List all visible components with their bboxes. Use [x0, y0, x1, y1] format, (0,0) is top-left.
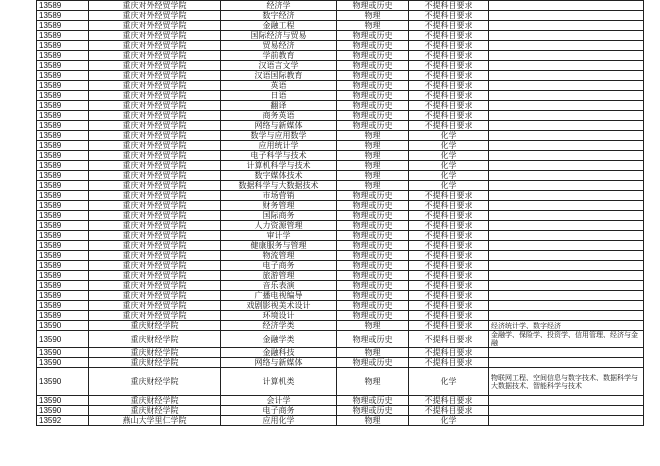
- table-row: [37, 171, 644, 181]
- first-subject-cell: 物理或历史: [337, 71, 409, 81]
- first-subject-cell: 物理: [337, 416, 409, 426]
- school-name-cell: 重庆对外经贸学院: [89, 281, 221, 291]
- institution-code-cell: 13589: [37, 1, 89, 11]
- major-name-cell: 广播电视编导: [221, 291, 337, 301]
- included-majors-cell: [489, 21, 644, 31]
- included-majors-cell: [489, 311, 644, 321]
- table-row: [37, 406, 644, 416]
- institution-code-cell: 13589: [37, 11, 89, 21]
- institution-code-cell: 13590: [37, 368, 89, 396]
- school-name-cell: 重庆对外经贸学院: [89, 291, 221, 301]
- institution-code-cell: 13589: [37, 251, 89, 261]
- first-subject-cell: 物理或历史: [337, 91, 409, 101]
- school-name-cell: 重庆对外经贸学院: [89, 31, 221, 41]
- included-majors-cell: [489, 51, 644, 61]
- institution-code-cell: 13590: [37, 358, 89, 368]
- second-subject-cell: 不提科目要求: [409, 51, 489, 61]
- school-name-cell: 重庆对外经贸学院: [89, 211, 221, 221]
- included-majors-cell: [489, 111, 644, 121]
- included-majors-cell: [489, 81, 644, 91]
- second-subject-cell: 不提科目要求: [409, 231, 489, 241]
- included-majors-cell: [489, 121, 644, 131]
- major-name-cell: 物流管理: [221, 251, 337, 261]
- table-row: [37, 101, 644, 111]
- table-row: [37, 41, 644, 51]
- first-subject-cell: 物理或历史: [337, 41, 409, 51]
- table-row: [37, 181, 644, 191]
- second-subject-cell: 化学: [409, 141, 489, 151]
- institution-code-cell: 13589: [37, 101, 89, 111]
- major-name-cell: 会计学: [221, 396, 337, 406]
- table-row: [37, 291, 644, 301]
- institution-code-cell: 13589: [37, 31, 89, 41]
- major-name-cell: 财务管理: [221, 201, 337, 211]
- second-subject-cell: 不提科目要求: [409, 221, 489, 231]
- major-name-cell: 汉语言文学: [221, 61, 337, 71]
- table-row: [37, 131, 644, 141]
- second-subject-cell: 化学: [409, 416, 489, 426]
- table-row: [37, 151, 644, 161]
- included-majors-cell: 经济统计学、数字经济: [489, 321, 644, 331]
- first-subject-cell: 物理: [337, 11, 409, 21]
- first-subject-cell: 物理: [337, 21, 409, 31]
- major-name-cell: 商务英语: [221, 111, 337, 121]
- institution-code-cell: 13589: [37, 261, 89, 271]
- major-name-cell: 英语: [221, 81, 337, 91]
- second-subject-cell: 不提科目要求: [409, 251, 489, 261]
- major-name-cell: 数字经济: [221, 11, 337, 21]
- school-name-cell: 重庆对外经贸学院: [89, 261, 221, 271]
- second-subject-cell: 不提科目要求: [409, 101, 489, 111]
- institution-code-cell: 13589: [37, 231, 89, 241]
- school-name-cell: 重庆财经学院: [89, 348, 221, 358]
- second-subject-cell: 不提科目要求: [409, 358, 489, 368]
- institution-code-cell: 13589: [37, 191, 89, 201]
- major-name-cell: 日语: [221, 91, 337, 101]
- included-majors-cell: [489, 251, 644, 261]
- school-name-cell: 重庆对外经贸学院: [89, 221, 221, 231]
- table-row: [37, 141, 644, 151]
- school-name-cell: 重庆对外经贸学院: [89, 101, 221, 111]
- included-majors-cell: [489, 241, 644, 251]
- second-subject-cell: 不提科目要求: [409, 396, 489, 406]
- first-subject-cell: 物理: [337, 368, 409, 396]
- first-subject-cell: 物理或历史: [337, 281, 409, 291]
- included-majors-cell: [489, 41, 644, 51]
- first-subject-cell: 物理或历史: [337, 61, 409, 71]
- first-subject-cell: 物理或历史: [337, 31, 409, 41]
- institution-code-cell: 13590: [37, 321, 89, 331]
- school-name-cell: 重庆对外经贸学院: [89, 21, 221, 31]
- institution-code-cell: 13589: [37, 311, 89, 321]
- second-subject-cell: 不提科目要求: [409, 111, 489, 121]
- major-name-cell: 数学与应用数学: [221, 131, 337, 141]
- first-subject-cell: 物理或历史: [337, 201, 409, 211]
- second-subject-cell: 不提科目要求: [409, 241, 489, 251]
- included-majors-cell: [489, 416, 644, 426]
- school-name-cell: 重庆对外经贸学院: [89, 201, 221, 211]
- school-name-cell: 重庆对外经贸学院: [89, 251, 221, 261]
- second-subject-cell: 不提科目要求: [409, 211, 489, 221]
- table-row: [37, 161, 644, 171]
- included-majors-cell: [489, 348, 644, 358]
- first-subject-cell: 物理: [337, 348, 409, 358]
- included-majors-cell: [489, 191, 644, 201]
- first-subject-cell: 物理: [337, 141, 409, 151]
- included-majors-cell: [489, 151, 644, 161]
- included-majors-cell: [489, 161, 644, 171]
- table-row: [37, 311, 644, 321]
- school-name-cell: 重庆对外经贸学院: [89, 311, 221, 321]
- second-subject-cell: 化学: [409, 181, 489, 191]
- second-subject-cell: 不提科目要求: [409, 406, 489, 416]
- institution-code-cell: 13589: [37, 41, 89, 51]
- major-name-cell: 电子商务: [221, 406, 337, 416]
- institution-code-cell: 13589: [37, 111, 89, 121]
- school-name-cell: 重庆对外经贸学院: [89, 161, 221, 171]
- first-subject-cell: 物理或历史: [337, 81, 409, 91]
- first-subject-cell: 物理: [337, 181, 409, 191]
- institution-code-cell: 13589: [37, 181, 89, 191]
- school-name-cell: 重庆对外经贸学院: [89, 191, 221, 201]
- first-subject-cell: 物理或历史: [337, 231, 409, 241]
- institution-code-cell: 13589: [37, 281, 89, 291]
- table-row: [37, 396, 644, 406]
- school-name-cell: 重庆对外经贸学院: [89, 171, 221, 181]
- second-subject-cell: 不提科目要求: [409, 331, 489, 348]
- school-name-cell: 重庆财经学院: [89, 358, 221, 368]
- institution-code-cell: 13589: [37, 201, 89, 211]
- institution-code-cell: 13589: [37, 141, 89, 151]
- major-name-cell: 汉语国际教育: [221, 71, 337, 81]
- table-row: [37, 191, 644, 201]
- table-row: [37, 241, 644, 251]
- major-name-cell: 环境设计: [221, 311, 337, 321]
- school-name-cell: 重庆财经学院: [89, 331, 221, 348]
- second-subject-cell: 不提科目要求: [409, 311, 489, 321]
- second-subject-cell: 不提科目要求: [409, 41, 489, 51]
- second-subject-cell: 不提科目要求: [409, 271, 489, 281]
- table-row: [37, 321, 644, 331]
- first-subject-cell: 物理或历史: [337, 241, 409, 251]
- major-name-cell: 电子科学与技术: [221, 151, 337, 161]
- included-majors-cell: [489, 131, 644, 141]
- institution-code-cell: 13590: [37, 396, 89, 406]
- included-majors-cell: [489, 211, 644, 221]
- second-subject-cell: 不提科目要求: [409, 61, 489, 71]
- institution-code-cell: 13589: [37, 121, 89, 131]
- table-row: [37, 1, 644, 11]
- school-name-cell: 重庆对外经贸学院: [89, 1, 221, 11]
- included-majors-cell: [489, 61, 644, 71]
- included-majors-cell: [489, 201, 644, 211]
- major-name-cell: 电子商务: [221, 261, 337, 271]
- second-subject-cell: 不提科目要求: [409, 1, 489, 11]
- table-row: [37, 111, 644, 121]
- included-majors-cell: [489, 171, 644, 181]
- major-name-cell: 音乐表演: [221, 281, 337, 291]
- major-name-cell: 网络与新媒体: [221, 121, 337, 131]
- first-subject-cell: 物理或历史: [337, 271, 409, 281]
- second-subject-cell: 不提科目要求: [409, 291, 489, 301]
- school-name-cell: 重庆对外经贸学院: [89, 131, 221, 141]
- second-subject-cell: 不提科目要求: [409, 11, 489, 21]
- included-majors-cell: [489, 1, 644, 11]
- included-majors-cell: [489, 71, 644, 81]
- first-subject-cell: 物理或历史: [337, 331, 409, 348]
- included-majors-cell: [489, 91, 644, 101]
- institution-code-cell: 13589: [37, 221, 89, 231]
- second-subject-cell: 不提科目要求: [409, 261, 489, 271]
- major-name-cell: 应用化学: [221, 416, 337, 426]
- major-name-cell: 市场营销: [221, 191, 337, 201]
- institution-code-cell: 13589: [37, 161, 89, 171]
- included-majors-cell: [489, 31, 644, 41]
- institution-code-cell: 13589: [37, 61, 89, 71]
- institution-code-cell: 13589: [37, 301, 89, 311]
- school-name-cell: 重庆对外经贸学院: [89, 151, 221, 161]
- school-name-cell: 重庆对外经贸学院: [89, 121, 221, 131]
- table-row: [37, 201, 644, 211]
- school-name-cell: 重庆对外经贸学院: [89, 271, 221, 281]
- included-majors-cell: [489, 11, 644, 21]
- school-name-cell: 重庆对外经贸学院: [89, 231, 221, 241]
- major-name-cell: 金融科技: [221, 348, 337, 358]
- institution-code-cell: 13590: [37, 406, 89, 416]
- table-row: [37, 301, 644, 311]
- school-name-cell: 重庆财经学院: [89, 321, 221, 331]
- first-subject-cell: 物理或历史: [337, 111, 409, 121]
- major-name-cell: 金融工程: [221, 21, 337, 31]
- major-name-cell: 数据科学与大数据技术: [221, 181, 337, 191]
- major-name-cell: 戏剧影视美术设计: [221, 301, 337, 311]
- major-name-cell: 国际经济与贸易: [221, 31, 337, 41]
- first-subject-cell: 物理或历史: [337, 101, 409, 111]
- major-name-cell: 旅游管理: [221, 271, 337, 281]
- school-name-cell: 重庆财经学院: [89, 368, 221, 396]
- major-name-cell: 经济学: [221, 1, 337, 11]
- first-subject-cell: 物理或历史: [337, 261, 409, 271]
- table-row: [37, 211, 644, 221]
- second-subject-cell: 不提科目要求: [409, 21, 489, 31]
- first-subject-cell: 物理或历史: [337, 191, 409, 201]
- first-subject-cell: 物理或历史: [337, 396, 409, 406]
- first-subject-cell: 物理或历史: [337, 301, 409, 311]
- first-subject-cell: 物理或历史: [337, 406, 409, 416]
- second-subject-cell: 不提科目要求: [409, 201, 489, 211]
- table-row: [37, 91, 644, 101]
- major-name-cell: 国际商务: [221, 211, 337, 221]
- institution-code-cell: 13589: [37, 81, 89, 91]
- institution-code-cell: 13590: [37, 331, 89, 348]
- table-row: [37, 121, 644, 131]
- included-majors-cell: [489, 261, 644, 271]
- institution-code-cell: 13589: [37, 211, 89, 221]
- table-row: [37, 21, 644, 31]
- first-subject-cell: 物理或历史: [337, 211, 409, 221]
- table-row: [37, 81, 644, 91]
- school-name-cell: 重庆对外经贸学院: [89, 11, 221, 21]
- first-subject-cell: 物理: [337, 131, 409, 141]
- school-name-cell: 重庆对外经贸学院: [89, 141, 221, 151]
- school-name-cell: 重庆对外经贸学院: [89, 91, 221, 101]
- included-majors-cell: [489, 396, 644, 406]
- school-name-cell: 重庆对外经贸学院: [89, 41, 221, 51]
- included-majors-cell: [489, 301, 644, 311]
- included-majors-cell: [489, 291, 644, 301]
- included-majors-cell: [489, 231, 644, 241]
- second-subject-cell: 不提科目要求: [409, 71, 489, 81]
- table-row: [37, 61, 644, 71]
- school-name-cell: 重庆对外经贸学院: [89, 71, 221, 81]
- second-subject-cell: 化学: [409, 368, 489, 396]
- major-name-cell: 学前教育: [221, 51, 337, 61]
- table-row: [37, 368, 644, 396]
- first-subject-cell: 物理或历史: [337, 358, 409, 368]
- school-name-cell: 重庆对外经贸学院: [89, 301, 221, 311]
- school-name-cell: 重庆对外经贸学院: [89, 51, 221, 61]
- included-majors-cell: [489, 221, 644, 231]
- first-subject-cell: 物理或历史: [337, 1, 409, 11]
- second-subject-cell: 化学: [409, 161, 489, 171]
- second-subject-cell: 化学: [409, 171, 489, 181]
- institution-code-cell: 13589: [37, 51, 89, 61]
- first-subject-cell: 物理或历史: [337, 311, 409, 321]
- included-majors-cell: [489, 358, 644, 368]
- major-name-cell: 贸易经济: [221, 41, 337, 51]
- admission-table: [36, 0, 644, 426]
- included-majors-cell: [489, 271, 644, 281]
- school-name-cell: 重庆对外经贸学院: [89, 61, 221, 71]
- second-subject-cell: 不提科目要求: [409, 191, 489, 201]
- first-subject-cell: 物理或历史: [337, 51, 409, 61]
- school-name-cell: 重庆对外经贸学院: [89, 81, 221, 91]
- institution-code-cell: 13592: [37, 416, 89, 426]
- school-name-cell: 燕山大学里仁学院: [89, 416, 221, 426]
- first-subject-cell: 物理: [337, 321, 409, 331]
- second-subject-cell: 不提科目要求: [409, 321, 489, 331]
- institution-code-cell: 13589: [37, 291, 89, 301]
- included-majors-cell: [489, 101, 644, 111]
- table-row: [37, 31, 644, 41]
- second-subject-cell: 不提科目要求: [409, 121, 489, 131]
- major-name-cell: 金融学类: [221, 331, 337, 348]
- institution-code-cell: 13589: [37, 271, 89, 281]
- table-row: [37, 416, 644, 426]
- institution-code-cell: 13589: [37, 171, 89, 181]
- institution-code-cell: 13589: [37, 151, 89, 161]
- major-name-cell: 计算机类: [221, 368, 337, 396]
- major-name-cell: 经济学类: [221, 321, 337, 331]
- table-row: [37, 71, 644, 81]
- table-row: [37, 281, 644, 291]
- first-subject-cell: 物理或历史: [337, 251, 409, 261]
- school-name-cell: 重庆财经学院: [89, 396, 221, 406]
- second-subject-cell: 不提科目要求: [409, 301, 489, 311]
- institution-code-cell: 13589: [37, 91, 89, 101]
- second-subject-cell: 不提科目要求: [409, 348, 489, 358]
- institution-code-cell: 13589: [37, 131, 89, 141]
- second-subject-cell: 不提科目要求: [409, 31, 489, 41]
- major-name-cell: 数字媒体技术: [221, 171, 337, 181]
- included-majors-cell: 物联网工程、空间信息与数字技术、数据科学与大数据技术、智能科学与技术: [489, 368, 644, 396]
- table-body: [37, 1, 644, 426]
- table-row: [37, 331, 644, 348]
- first-subject-cell: 物理: [337, 171, 409, 181]
- first-subject-cell: 物理或历史: [337, 291, 409, 301]
- table-row: [37, 11, 644, 21]
- first-subject-cell: 物理: [337, 151, 409, 161]
- school-name-cell: 重庆财经学院: [89, 406, 221, 416]
- table-row: [37, 221, 644, 231]
- institution-code-cell: 13589: [37, 21, 89, 31]
- major-name-cell: 网络与新媒体: [221, 358, 337, 368]
- table-row: [37, 358, 644, 368]
- school-name-cell: 重庆对外经贸学院: [89, 111, 221, 121]
- first-subject-cell: 物理或历史: [337, 121, 409, 131]
- first-subject-cell: 物理或历史: [337, 221, 409, 231]
- school-name-cell: 重庆对外经贸学院: [89, 241, 221, 251]
- included-majors-cell: [489, 141, 644, 151]
- included-majors-cell: 金融学、保险学、投资学、信用管理、经济与金融: [489, 331, 644, 348]
- institution-code-cell: 13589: [37, 241, 89, 251]
- major-name-cell: 计算机科学与技术: [221, 161, 337, 171]
- table-row: [37, 251, 644, 261]
- major-name-cell: 审计学: [221, 231, 337, 241]
- major-name-cell: 健康服务与管理: [221, 241, 337, 251]
- included-majors-cell: [489, 406, 644, 416]
- second-subject-cell: 不提科目要求: [409, 91, 489, 101]
- table-row: [37, 261, 644, 271]
- institution-code-cell: 13590: [37, 348, 89, 358]
- included-majors-cell: [489, 281, 644, 291]
- institution-code-cell: 13589: [37, 71, 89, 81]
- school-name-cell: 重庆对外经贸学院: [89, 181, 221, 191]
- table-row: [37, 348, 644, 358]
- major-name-cell: 人力资源管理: [221, 221, 337, 231]
- table-row: [37, 271, 644, 281]
- major-name-cell: 翻译: [221, 101, 337, 111]
- table-row: [37, 51, 644, 61]
- table-row: [37, 231, 644, 241]
- first-subject-cell: 物理: [337, 161, 409, 171]
- second-subject-cell: 化学: [409, 151, 489, 161]
- second-subject-cell: 不提科目要求: [409, 81, 489, 91]
- second-subject-cell: 化学: [409, 131, 489, 141]
- included-majors-cell: [489, 181, 644, 191]
- second-subject-cell: 不提科目要求: [409, 281, 489, 291]
- major-name-cell: 应用统计学: [221, 141, 337, 151]
